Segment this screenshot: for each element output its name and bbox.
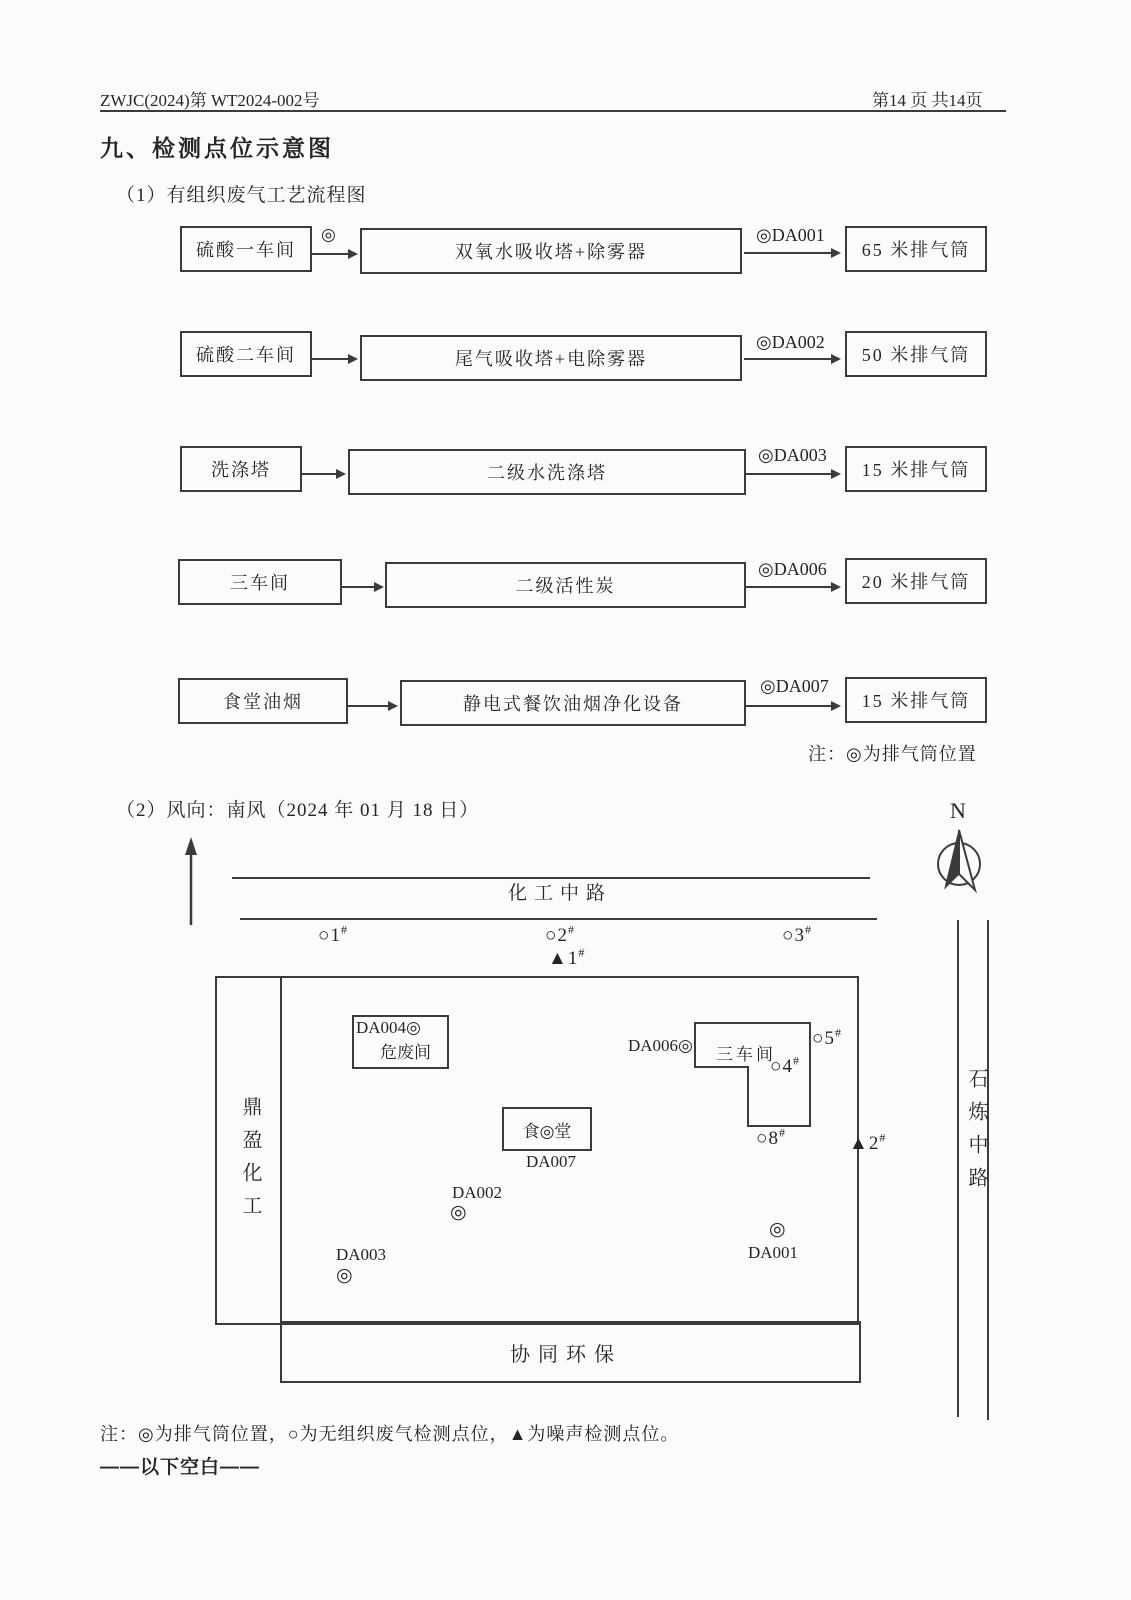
circle-marker-icon: ○: [782, 925, 795, 946]
compass-icon: [930, 826, 990, 898]
flow-outlet-box: [845, 558, 987, 604]
circle-marker-icon: ○: [318, 925, 331, 946]
flow-arrow-icon: [312, 358, 356, 360]
workshop3-stack-label: DA006◎: [628, 1036, 693, 1055]
left-neighbor-label: 鼎盈化工: [239, 1096, 261, 1228]
stack-da001-label: DA001: [748, 1243, 799, 1262]
flow-source-box: [180, 331, 312, 377]
flow-source-label: 三车间: [230, 573, 290, 593]
triangle-marker-icon: ▲: [548, 948, 568, 969]
flow-source-box: [178, 559, 342, 605]
circle-marker-icon: ○: [812, 1028, 825, 1049]
flow-outlet-box: [845, 446, 987, 492]
flow-outlet-label: 65 米排气筒: [861, 240, 971, 260]
flow-process-box: [400, 680, 746, 726]
flow-note: 注：◎为排气筒位置: [808, 744, 977, 764]
flow-process-box: [360, 228, 742, 274]
road-right-left-line: [957, 920, 959, 1417]
hazard-room-stack-label: DA004◎: [356, 1018, 421, 1037]
road-top-lower-line: [240, 918, 877, 920]
flow-process-label: 双氧水吸收塔+除雾器: [454, 242, 648, 262]
flow-arrow-icon: [312, 253, 356, 255]
subsection-2-title: （2）风向：南风（2024 年 01 月 18 日）: [116, 800, 480, 821]
flow-source-label: 食堂油烟: [223, 692, 303, 712]
page-title: 九、检测点位示意图: [100, 135, 334, 161]
flow-process-label: 尾气吸收塔+电除雾器: [454, 349, 648, 369]
end-of-page-note: ——以下空白——: [100, 1457, 261, 1478]
flow-source-box: [180, 446, 302, 492]
flow-outlet-box: [845, 331, 987, 377]
compass-north-label: N: [950, 798, 966, 823]
stack-id-label: ◎DA007: [760, 676, 829, 696]
unorganized-point-4: ○4#: [770, 1053, 800, 1077]
flow-arrow-icon: [746, 473, 839, 475]
circle-marker-icon: ○: [756, 1128, 769, 1149]
flow-source-box: [178, 678, 348, 724]
unorganized-point-5: ○5#: [812, 1025, 842, 1049]
flow-outlet-label: 50 米排气筒: [861, 345, 971, 365]
unorganized-point-1: ○1#: [318, 922, 348, 946]
flow-arrow-icon: [348, 705, 396, 707]
flow-arrow-icon: [744, 358, 839, 360]
stack-da002-label: DA002: [452, 1183, 503, 1202]
flow-row: [178, 558, 988, 608]
road-top-label: 化工中路: [508, 883, 613, 904]
flow-outlet-label: 15 米排气筒: [861, 460, 971, 480]
hazard-room-label: 危废间: [380, 1043, 431, 1062]
stack-da003-marker-icon: ◎: [336, 1265, 353, 1286]
flow-process-label: 二级活性炭: [515, 576, 616, 596]
flow-source-label: 硫酸一车间: [196, 240, 296, 260]
flow-arrow-icon: [342, 586, 382, 588]
stack-da002-marker-icon: ◎: [450, 1202, 467, 1223]
flow-row: [178, 225, 988, 275]
circle-marker-icon: ○: [770, 1056, 783, 1077]
bottom-neighbor-label: 协同环保: [510, 1344, 622, 1366]
flow-process-box: [360, 335, 742, 381]
hazard-room-box: [352, 1015, 449, 1069]
flow-process-box: [348, 449, 746, 495]
canteen-box: [502, 1107, 592, 1151]
stack-marker-icon: ◎: [321, 225, 336, 244]
flow-outlet-label: 15 米排气筒: [861, 691, 971, 711]
flow-row: [178, 445, 988, 495]
stack-id-label: ◎DA006: [758, 559, 827, 579]
flow-process-label: 二级水洗涤塔: [487, 463, 607, 483]
flow-source-box: [180, 226, 312, 272]
flow-outlet-label: 20 米排气筒: [861, 572, 971, 592]
flow-outlet-box: [845, 677, 987, 723]
stack-da003-label: DA003: [336, 1245, 387, 1264]
workshop3-label: 三车间: [716, 1045, 776, 1064]
legend-note: 注：◎为排气筒位置，○为无组织废气检测点位，▲为噪声检测点位。: [100, 1424, 680, 1444]
canteen-stack-label: DA007: [526, 1152, 577, 1171]
noise-point-2: ▲2#: [849, 1130, 887, 1154]
flow-arrow-icon: [746, 705, 839, 707]
unorganized-point-8: ○8#: [756, 1125, 786, 1149]
unorganized-point-2: ○2#: [545, 922, 575, 946]
flow-outlet-box: [845, 226, 987, 272]
unorganized-point-3: ○3#: [782, 922, 812, 946]
flow-source-label: 洗涤塔: [211, 460, 271, 480]
flow-arrow-icon: [302, 473, 344, 475]
triangle-marker-icon: ▲: [849, 1133, 869, 1154]
flow-row: [178, 330, 988, 380]
stack-da001-marker-icon: ◎: [769, 1219, 786, 1240]
page-info: 第14 页 共14页: [872, 91, 983, 110]
flow-row: [178, 676, 988, 726]
flow-arrow-icon: [746, 586, 839, 588]
road-right-label: 石炼中路: [965, 1068, 987, 1200]
canteen-label: 食◎堂: [522, 1121, 572, 1141]
flow-process-box: [385, 562, 746, 608]
flow-process-label: 静电式餐饮油烟净化设备: [463, 694, 683, 714]
doc-number: ZWJC(2024)第 WT2024-002号: [100, 91, 320, 110]
noise-point-1: ▲1#: [548, 945, 586, 969]
subsection-1-title: （1）有组织废气工艺流程图: [116, 185, 367, 206]
header-rule: [100, 110, 1006, 112]
flow-source-label: 硫酸二车间: [196, 345, 296, 365]
stack-id-label: ◎DA002: [756, 332, 825, 352]
wind-direction-arrow-icon: [176, 835, 206, 927]
stack-id-label: ◎DA001: [756, 225, 825, 245]
flow-arrow-icon: [744, 252, 839, 254]
circle-marker-icon: ○: [545, 925, 558, 946]
stack-id-label: ◎DA003: [758, 445, 827, 465]
